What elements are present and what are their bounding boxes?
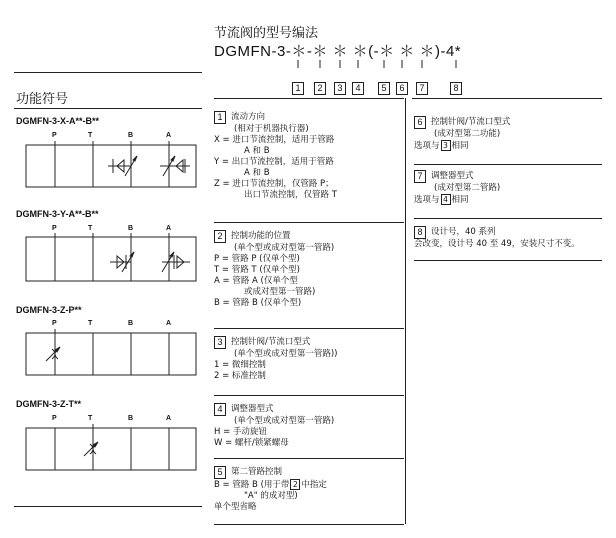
divider [414, 218, 602, 219]
port-t: T [88, 225, 93, 232]
section-3: 3 控制针阀/节流口型式 (单个型或成对型第一管路)) 1 = 微细控制 2 = 标准控制 [214, 337, 338, 381]
divider [414, 164, 602, 165]
divider [214, 98, 404, 99]
divider [214, 222, 404, 223]
schematic-label-3: DGMFN-3-Z-P** [16, 305, 82, 315]
port-b: B [128, 225, 134, 232]
divider [414, 260, 602, 261]
code-box-2: 2 [314, 76, 326, 95]
divider [412, 98, 602, 99]
code-box-4: 4 [352, 76, 364, 95]
code-box-7: 7 [416, 76, 428, 95]
model-code: DGMFN-3-＊-＊ ＊ ＊(-＊ ＊ ＊)-4* [214, 43, 462, 60]
port-b: B [128, 320, 134, 327]
code-box-1: 1 [292, 76, 304, 95]
port-t: T [88, 132, 93, 139]
schematic-label-1: DGMFN-3-X-A**-B** [16, 116, 99, 126]
code-box-8: 8 [450, 76, 462, 95]
code-box-3: 3 [334, 76, 346, 95]
port-a: A [166, 225, 172, 232]
divider [214, 328, 404, 329]
port-t: T [88, 415, 93, 422]
port-p: P [52, 415, 57, 422]
column-divider [405, 98, 406, 524]
port-p: P [52, 225, 57, 232]
section-5: 5 第二管路控制 B = 管路 B (用于带 2 中指定 "A" 的成对型) 单个型省略 [214, 467, 327, 512]
port-a: A [166, 415, 172, 422]
divider [214, 458, 404, 459]
section-4: 4 调整器型式 (单个型或成对型第一管路) H = 手动旋钮 W = 螺杆/锁紧螺母 [214, 404, 335, 448]
port-t: T [88, 320, 93, 327]
port-a: A [166, 320, 172, 327]
port-a: A [166, 132, 172, 139]
port-p: P [52, 320, 57, 327]
divider [214, 524, 404, 525]
section-7: 7 调整器型式 (成对型第二管路) 选项与 4 相同 [414, 171, 501, 205]
code-box-5: 5 [378, 76, 390, 95]
port-b: B [128, 415, 134, 422]
code-box-6: 6 [396, 76, 408, 95]
schematic-label-2: DGMFN-3-Y-A**-B** [16, 209, 99, 219]
section-title-symbols: 功能符号 [16, 92, 69, 107]
section-6: 6 控制针阀/节流口型式 (成对型第二功能) 选项与 3 相同 [414, 117, 511, 151]
page-title: 节流阀的型号编法 [214, 26, 319, 41]
divider [14, 506, 202, 507]
section-2: 2 控制功能的位置 (单个型或成对型第一管路) P = 管路 P (仅单个型) T = 管路 T (仅单个型) A = 管路 A (仅单个型 或成对型第一管路) B = 管路 B (仅单个型) [214, 231, 335, 308]
section-1: 1 流动方向 (相对于机器执行器) X = 进口节流控制，适用于管路 A 和 B Y = 出口节流控制，适用于管路 A 和 B Z = 进口节流控制，仅管路 P； 出口节流控制，仅管路 T [214, 112, 337, 200]
port-p: P [52, 132, 57, 139]
divider [214, 395, 404, 396]
schematic-label-4: DGMFN-3-Z-T** [16, 399, 81, 409]
section-8: 8 设计号，40 系列 会改变，设计号 40 至 49，安装尺寸不变。 [414, 227, 580, 249]
port-b: B [128, 132, 134, 139]
